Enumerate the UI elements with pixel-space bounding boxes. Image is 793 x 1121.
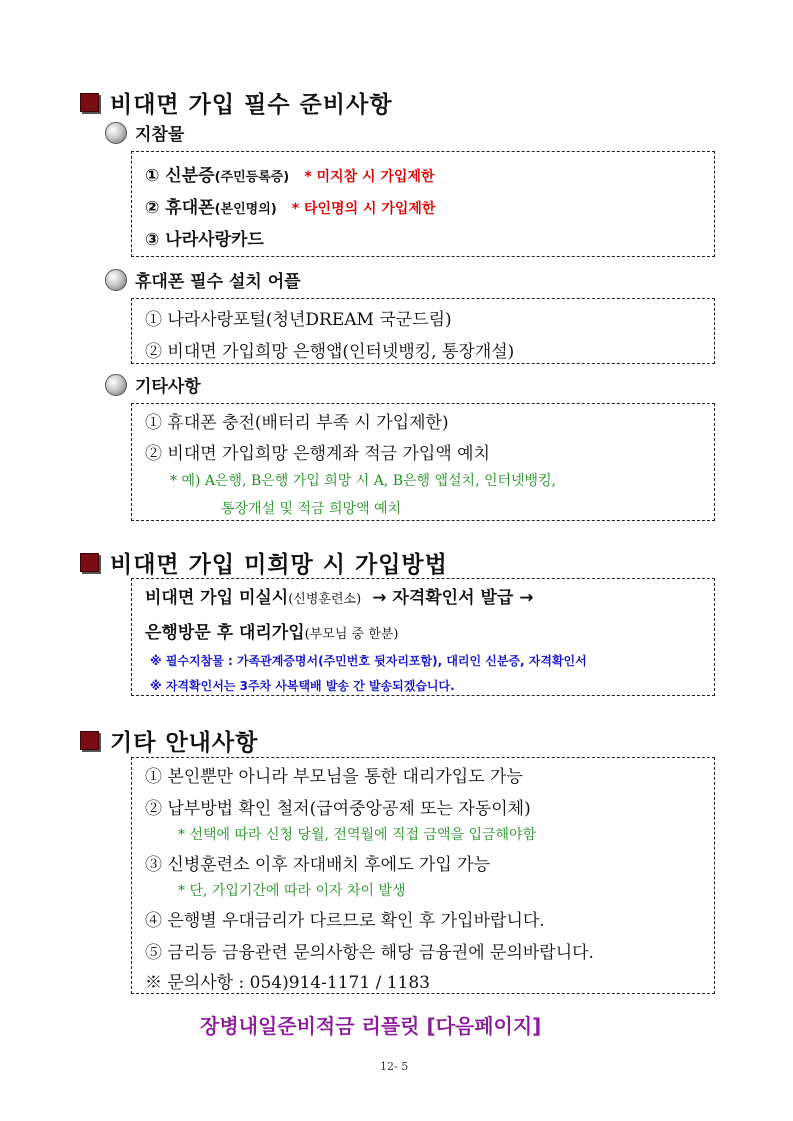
list-item: ② 휴대폰(본인명의) * 타인명의 시 가입제한: [145, 198, 436, 218]
section-heading-1: [80, 86, 392, 119]
list-item: ① 본인뿐만 아니라 부모님을 통한 대리가입도 가능: [145, 767, 523, 787]
list-item: ⑤ 금리등 금융관련 문의사항은 해당 금융권에 문의바랍니다.: [145, 943, 594, 963]
subheading-misc-title: 기타사항: [135, 377, 201, 397]
list-item: ③ 신병훈련소 이후 자대배치 후에도 가입 가능: [145, 855, 491, 875]
note-line: ※ 자격확인서는 3주차 사복택배 발송 간 발송되겠습니다.: [150, 679, 455, 693]
note-line: ※ 필수지참물 : 가족관계증명서(주민번호 뒷자리포함), 대리인 신분증, 자격확인서: [150, 654, 587, 668]
list-item: ① 신분증(주민등록증) * 미지참 시 가입제한: [145, 166, 435, 186]
page-number: 12- 5: [380, 1060, 409, 1073]
list-item: ③ 나라사랑카드: [145, 230, 264, 250]
square-bullet-icon: [80, 553, 99, 572]
misc-box: [131, 403, 715, 521]
section-heading-2: [80, 546, 448, 579]
note-line: 통장개설 및 적금 희망액 예치: [221, 501, 402, 517]
circle-bullet-icon: [105, 269, 127, 291]
info-box: [131, 757, 715, 994]
note-line: * 단, 가입기간에 따라 이자 차이 발생: [178, 883, 406, 899]
subheading-apps-title: 휴대폰 필수 설치 어플: [135, 272, 301, 292]
method-box: [131, 578, 715, 696]
contact-line: ※ 문의사항 : 054)914-1171 / 1183: [145, 973, 430, 993]
note-line: * 선택에 따라 신청 당월, 전역월에 직접 금액을 입금해야함: [178, 827, 537, 843]
section-title-1: 비대면 가입 필수 준비사항: [110, 92, 393, 118]
items-box: [131, 151, 715, 257]
list-item: ② 비대면 가입희망 은행앱(인터넷뱅킹, 통장개설): [145, 342, 515, 362]
section-title-2: 비대면 가입 미희망 시 가입방법: [110, 552, 448, 578]
square-bullet-icon: [80, 731, 99, 750]
method-line-1: 비대면 가입 미실시(신병훈련소) → 자격확인서 발급 →: [145, 588, 534, 608]
subheading-misc: [105, 372, 201, 397]
section-heading-3: [80, 724, 258, 757]
circle-bullet-icon: [105, 374, 127, 396]
list-item: ① 나라사랑포털(청년DREAM 국군드림): [145, 310, 452, 330]
subheading-apps: [105, 267, 301, 292]
section-title-3: 기타 안내사항: [110, 730, 259, 756]
list-item: ② 비대면 가입희망 은행계좌 적금 가입액 예치: [145, 444, 491, 464]
list-item: ② 납부방법 확인 철저(급여중앙공제 또는 자동이체): [145, 799, 531, 819]
list-item: ① 휴대폰 충전(배터리 부족 시 가입제한): [145, 413, 449, 433]
circle-bullet-icon: [105, 122, 127, 144]
square-bullet-icon: [80, 93, 99, 112]
next-page-link[interactable]: 장병내일준비적금 리플릿 [다음페이지]: [200, 1014, 542, 1038]
subheading-items: [105, 120, 184, 145]
subheading-items-title: 지참물: [135, 125, 185, 145]
note-line: * 예) A은행, B은행 가입 희망 시 A, B은행 앱설치, 인터넷뱅킹,: [170, 473, 557, 489]
list-item: ④ 은행별 우대금리가 다르므로 확인 후 가입바랍니다.: [145, 911, 545, 931]
apps-box: [131, 298, 715, 364]
method-line-2: 은행방문 후 대리가입(부모님 중 한분): [145, 623, 399, 643]
